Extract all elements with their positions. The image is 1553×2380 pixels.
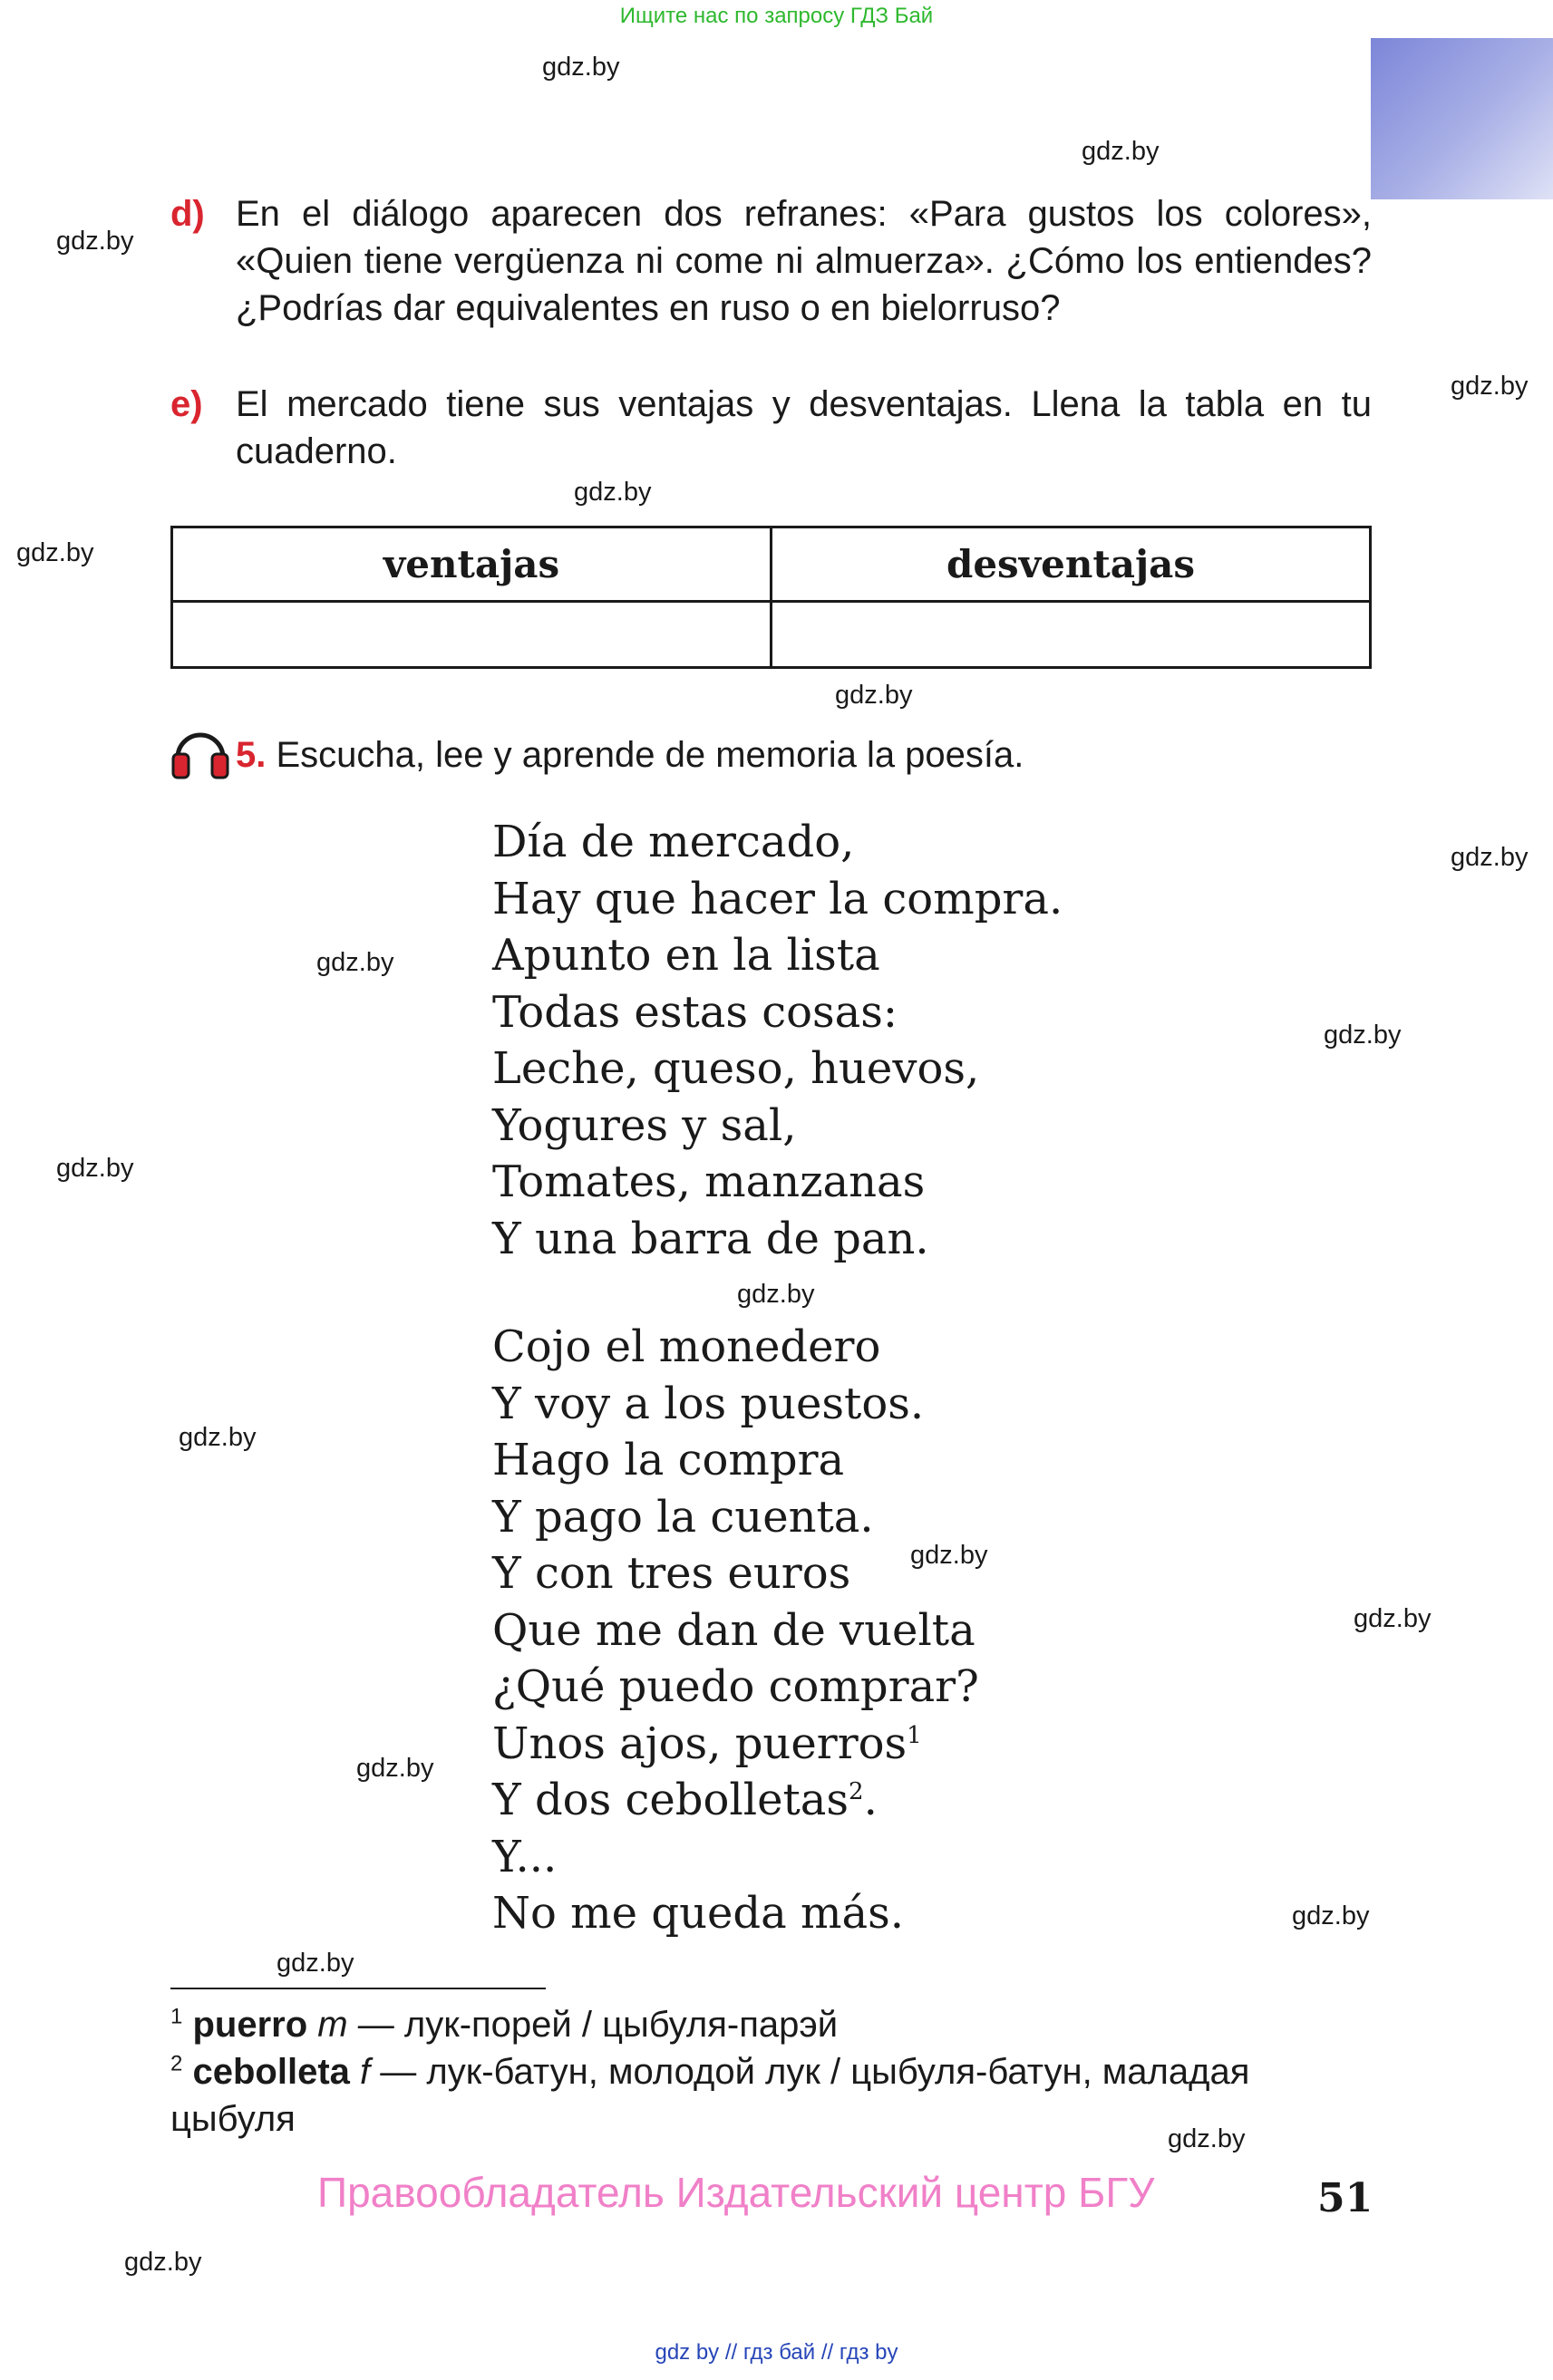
advantages-table	[170, 526, 1372, 669]
poem-line: ¿Qué puedo comprar?	[492, 1661, 979, 1712]
headphones-icon[interactable]	[170, 725, 230, 779]
footnote-translation: — лук-батун, молодой лук / цыбуля-батун, маладая цыбуля	[170, 2052, 1250, 2139]
top-banner[interactable]: Ищите нас по запросу ГДЗ Бай	[619, 4, 934, 28]
page-number: 51	[1317, 2175, 1373, 2221]
footnote-1	[170, 2001, 1372, 2048]
watermark: gdz.by	[1354, 1604, 1432, 1633]
watermark: gdz.by	[1082, 137, 1160, 166]
poem-line: Apunto en la lista	[492, 930, 880, 981]
footnote-ref-2[interactable]: 2	[849, 1778, 864, 1805]
poem-line: Y voy a los puestos.	[492, 1378, 925, 1429]
task-d-text: En el diálogo aparecen dos refranes: «Para gustos los colores», «Quien tiene vergüenza ni come ni almuerza». ¿Cómo los entiendes? ¿Podrías dar equivalentes en ruso o en bielorruso?	[236, 194, 1372, 328]
poem-line: Todas estas cosas:	[492, 986, 898, 1038]
poem-line: Y...	[492, 1831, 558, 1882]
footnote-gender: f	[360, 2052, 371, 2092]
poem-line: Día de mercado,	[492, 817, 855, 867]
watermark: gdz.by	[124, 2248, 202, 2277]
task-e-letter: e)	[170, 384, 203, 424]
poem-line: No me queda más.	[492, 1888, 905, 1939]
watermark: gdz.by	[316, 948, 394, 977]
table-cell-empty	[172, 602, 772, 668]
task-d	[170, 190, 1372, 332]
task-e	[170, 381, 1372, 475]
footnote-translation: — лук-порей / цыбуля-парэй	[347, 2005, 839, 2045]
footnote-divider	[170, 1988, 546, 1989]
poem-line: Tomates, manzanas	[492, 1156, 926, 1207]
watermark: gdz.by	[16, 538, 94, 567]
footnote-word: cebolleta	[192, 2052, 350, 2092]
poem-line: Que me dan de vuelta	[492, 1604, 975, 1656]
watermark: gdz.by	[356, 1754, 434, 1783]
poem-line-text: Unos ajos, puerros	[492, 1717, 908, 1769]
poem-line: Y una barra de pan.	[492, 1213, 929, 1264]
exercise-5-number: 5.	[236, 735, 267, 775]
watermark: gdz.by	[910, 1541, 988, 1570]
watermark: gdz.by	[1292, 1901, 1370, 1930]
watermark: gdz.by	[277, 1949, 354, 1978]
table-header-ventajas: ventajas	[172, 527, 772, 602]
watermark: gdz.by	[1451, 372, 1529, 401]
footnote-gender: m	[317, 2005, 348, 2045]
poem-line-text: Y dos cebolletas	[492, 1775, 849, 1825]
poem-line	[492, 1772, 979, 1829]
exercise-5-text: Escucha, lee y aprende de memoria la poesía.	[266, 735, 1024, 775]
table-header-desventajas: desventajas	[772, 527, 1371, 602]
poem-line: Hay que hacer la compra.	[492, 873, 1063, 924]
task-d-letter: d)	[170, 194, 205, 234]
watermark: gdz.by	[56, 227, 134, 256]
watermark: gdz.by	[737, 1280, 815, 1309]
poem-line	[492, 1716, 979, 1773]
watermark: gdz.by	[179, 1423, 257, 1452]
footnote-mark: 2	[170, 2051, 183, 2076]
poem-line: Y con tres euros	[492, 1548, 851, 1599]
footnote-ref-1[interactable]: 1	[907, 1721, 922, 1749]
footnote-word: puerro	[192, 2005, 308, 2045]
exercise-5	[170, 725, 1024, 779]
watermark: gdz.by	[56, 1154, 134, 1183]
watermark: gdz.by	[1324, 1021, 1402, 1050]
corner-decoration	[1371, 38, 1553, 199]
watermark: gdz.by	[574, 478, 652, 507]
poem-line: Leche, queso, huevos,	[492, 1043, 980, 1094]
task-e-text: El mercado tiene sus ventajas y desventajas. Llena la tabla en tu cuaderno.	[236, 384, 1372, 471]
poem-stanza-2	[492, 1319, 979, 1942]
poem-line: Yogures y sal,	[492, 1099, 797, 1151]
watermark: gdz.by	[1451, 843, 1529, 872]
table-cell-empty	[772, 602, 1371, 668]
footnote-2	[170, 2048, 1372, 2143]
poem-stanza-1	[492, 814, 1063, 1267]
footnote-mark: 1	[170, 2004, 183, 2029]
copyright-notice: Правообладатель Издательский центр БГУ	[317, 2169, 1155, 2216]
footnotes	[170, 2001, 1372, 2143]
poem-line: Y pago la cuenta.	[492, 1491, 874, 1543]
poem-line-period: .	[863, 1775, 878, 1825]
watermark: gdz.by	[1168, 2124, 1246, 2153]
poem-line: Cojo el monedero	[492, 1321, 881, 1372]
poem-line: Hago la compra	[492, 1435, 845, 1485]
bottom-links[interactable]: gdz by // гдз бай // гдз by	[655, 2340, 898, 2365]
watermark: gdz.by	[835, 681, 913, 710]
watermark: gdz.by	[542, 53, 620, 82]
